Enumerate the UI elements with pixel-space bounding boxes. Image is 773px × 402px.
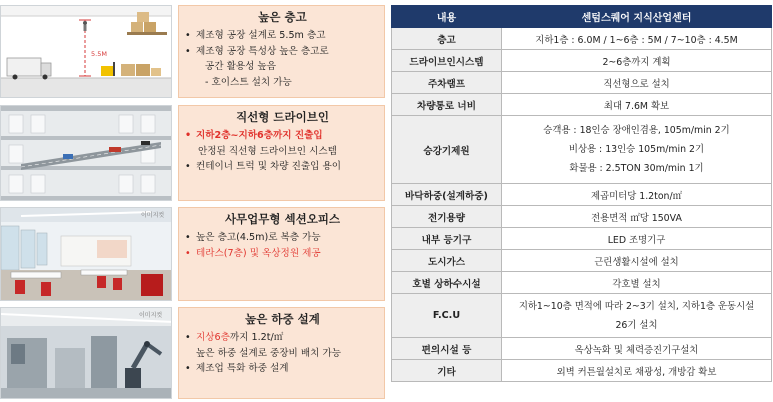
feature-drive-in [0, 105, 385, 201]
row-value: 제곱미터당 1.2ton/㎡ [502, 184, 772, 206]
row-value-line: 승객용 : 18인승 장애인겸용, 105m/min 2기 [543, 125, 730, 136]
feature-title: 높은 층고 [258, 10, 307, 24]
office-interior-image [1, 208, 172, 301]
header-building: 센텀스퀘어 지식산업센터 [502, 6, 772, 28]
row-value: 직선형으로 설치 [502, 72, 772, 94]
factory-illustration [0, 5, 172, 98]
row-value [502, 294, 772, 338]
feature-line-highlight: • 지하2층~지하6층까지 진출입 [185, 128, 380, 144]
row-value: LED 조명기구 [502, 228, 772, 250]
feature-line: • 높은 층고(4.5m)로 복층 가능 [185, 230, 380, 246]
office-photo [0, 207, 172, 301]
row-label: 기타 [392, 360, 502, 382]
row-value [502, 116, 772, 184]
table-row [392, 228, 772, 250]
row-value: 지하1층 : 6.0M / 1~6층 : 5M / 7~10층 : 4.5M [502, 28, 772, 50]
feature-title: 직선형 드라이브인 [236, 110, 329, 124]
factory-robot-photo [0, 307, 172, 399]
drive-in-illustration [0, 105, 172, 201]
table-row [392, 360, 772, 382]
row-value: 외벽 커튼월설치로 채광성, 개방감 확보 [502, 360, 772, 382]
header-content: 내용 [392, 6, 502, 28]
feature-line [185, 330, 380, 346]
row-value: 각호별 설치 [502, 272, 772, 294]
row-label: 차량통로 너비 [392, 94, 502, 116]
table-row [392, 250, 772, 272]
row-label: 드라이브인시스템 [392, 50, 502, 72]
table-row [392, 72, 772, 94]
row-label: 내부 등기구 [392, 228, 502, 250]
feature-title: 높은 하중 설계 [245, 312, 320, 326]
row-value-line: 26기 설치 [615, 319, 658, 331]
row-label: 전기용량 [392, 206, 502, 228]
row-label: 승강기제원 [392, 116, 502, 184]
table-row [392, 50, 772, 72]
row-value: 2~6층까지 계획 [502, 50, 772, 72]
table-row [392, 184, 772, 206]
table-header-row [392, 6, 772, 28]
row-label: 주차램프 [392, 72, 502, 94]
feature-line: 안정된 직선형 드라이브인 시스템 [198, 145, 337, 157]
feature-card-section-office [178, 207, 385, 301]
row-value: 옥상녹화 및 체력증진기구설치 [502, 338, 772, 360]
row-value: 전용면적 ㎡당 150VA [502, 206, 772, 228]
feature-line: 높은 하중 설계로 중장비 배치 가능 [196, 347, 341, 359]
feature-card-high-load [178, 307, 385, 399]
row-label: 층고 [392, 28, 502, 50]
feature-high-load [0, 307, 385, 399]
feature-card-high-ceiling [178, 5, 385, 98]
feature-high-ceiling [0, 5, 385, 98]
factory-interior-image [1, 6, 172, 98]
feature-section-office [0, 207, 385, 301]
row-value-line: 지하1~10층 면적에 따라 2~3기 설치, 지하1층 운동시설 [518, 300, 755, 312]
row-label: F.C.U [392, 294, 502, 338]
row-label: 편의시설 등 [392, 338, 502, 360]
table-row [392, 338, 772, 360]
feature-title: 사무업무형 섹션오피스 [224, 212, 341, 226]
line-rest: 까지 1.2t/㎡ [229, 332, 284, 343]
table-row [392, 116, 772, 184]
feature-line-highlight: • 테라스(7층) 및 옥상정원 제공 [185, 246, 380, 262]
row-label: 도시가스 [392, 250, 502, 272]
factory-machinery-image [1, 308, 172, 399]
highlight-text: 지상6층 [196, 332, 230, 343]
feature-line: 공간 활용성 높음 [205, 61, 276, 72]
row-label: 호별 상하수시설 [392, 272, 502, 294]
drive-in-building-image [1, 106, 172, 201]
row-value-line: 화물용 : 2.5TON 30m/min 1기 [569, 163, 704, 174]
feature-card-drive-in [178, 105, 385, 201]
table-row [392, 28, 772, 50]
table-row [392, 206, 772, 228]
feature-line: • 제조형 공장 설계로 5.5m 층고 [185, 28, 380, 44]
feature-line: • 제조형 공장 특성상 높은 층고로 [185, 44, 380, 60]
image-cut-label: 이미지컷 [139, 312, 163, 319]
spec-table [391, 5, 772, 382]
row-value: 최대 7.6M 확보 [502, 94, 772, 116]
row-value-line: 비상용 : 13인승 105m/min 2기 [568, 144, 705, 155]
feature-line: • 컨테이너 트럭 및 차량 진출입 용이 [185, 159, 380, 175]
image-cut-label: 이미지컷 [141, 212, 165, 219]
row-label: 바닥하중(설계하중) [392, 184, 502, 206]
feature-line: - 호이스트 설치 가능 [205, 76, 292, 88]
row-value: 근린생활시설에 설치 [502, 250, 772, 272]
table-row [392, 294, 772, 338]
table-row [392, 272, 772, 294]
feature-line: • 제조업 특화 하중 설계 [185, 361, 380, 377]
table-row [392, 94, 772, 116]
height-label: 5.5M [91, 50, 107, 58]
